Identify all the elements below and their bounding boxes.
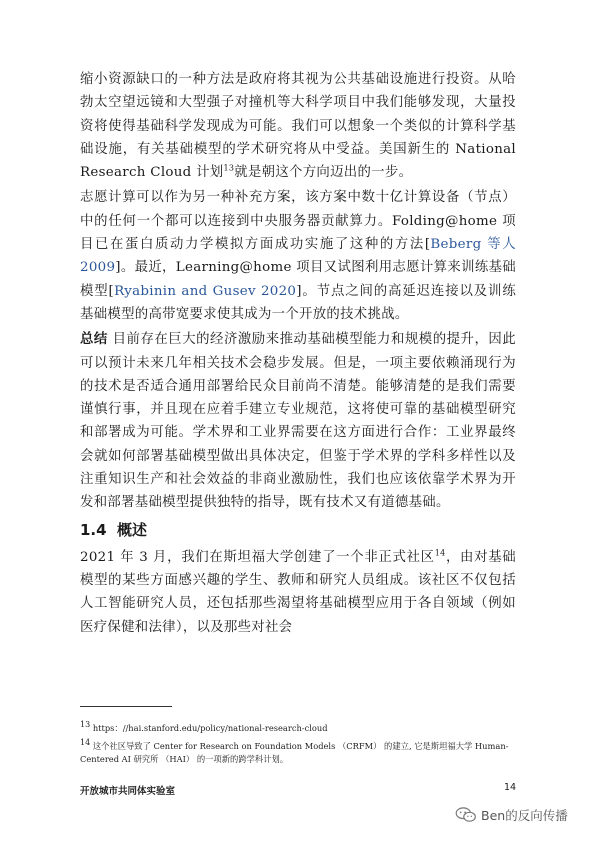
paragraph-text: 志愿计算可以作为另一种补充方案，该方案中数十亿计算设备（节点）中的任何一个都可以连接到中央服务器贡献算力。Folding@home 项目已在蛋白质动力学模拟方面成功实施了这种的方法[ (80, 190, 516, 253)
paragraph-text: 缩小资源缺口的一种方法是政府将其视为公共基础设施进行投资。从哈勃太空望远镜和大型强子对撞机等大科学项目中我们能够发现，大量投资将使得基础科学发现成为可能。我们可以想象一个类似的计算科学基础设施，有关基础模型的学术研究将从中受益。美国新生的 National Research Cloud 计划 (80, 72, 516, 181)
watermark (455, 806, 568, 824)
summary-lead: 总结 (80, 332, 108, 348)
footnote-14 (80, 740, 520, 766)
footnote-number: 13 (80, 720, 91, 730)
paragraph-text: ]。节点之间的高延迟连接以及训练基础模型的高带宽要求使其成为一个开放的技术挑战。 (80, 283, 517, 322)
section-title: 概述 (117, 520, 148, 539)
footnote-text[interactable]: https：//hai.stanford.edu/policy/national-research-cloud (90, 723, 328, 733)
footnote-number: 14 (80, 738, 91, 748)
footnote-ref-13[interactable]: 13 (223, 163, 235, 173)
watermark-text: Ben的反向传播 (481, 808, 568, 823)
paragraph-text: ]。最近，Learning@home 项目又试图利用志愿计算来训练基础模型[ (80, 260, 516, 299)
section-heading (80, 519, 516, 540)
footer-organization: 开放城市共同体实验室 (80, 786, 176, 797)
paragraph-text: ，由对基础模型的某些方面感兴趣的学生、教师和研究人员组成。该社区不仅包括人工智能研究人员，还包括那些渴望将基础模型应用于各自领域（例如医疗保健和法律），以及那些对社会 (80, 549, 516, 635)
paragraph-text: 目前存在巨大的经济激励来推动基础模型能力和规模的提升，因此可以预计未来几年相关技术会稳步发展。但是，一项主要依赖涌现行为的技术是否适合通用部署给民众目前尚不清楚。能够清楚的是我们需要谨慎行事，并且现在应着手建立专业规范，这将使可靠的基础模型研究和部署成为可能。学术界和工业界需要在这方面进行合作：工业界最终会就如何部署基础模型做出具体决定，但鉴于学术界的学科多样性以及注重知识生产和社会效益的非商业激励性，我们也应该依靠学术界为开发和部署基础模型提供独特的指导，既有技术又有道德基础。 (80, 332, 516, 511)
footnote-text: 这个社区导致了 Center for Research on Foundation Models （CRFM） 的建立, 它是斯坦福大学 Human-Centered AI 研究所 （HAI） 的一项新的跨学科计划。 (80, 741, 509, 764)
page-number: 14 (504, 782, 517, 793)
paragraph-funding (80, 68, 516, 184)
paragraph-overview (80, 546, 516, 639)
footnote-ref-14[interactable]: 14 (434, 548, 446, 558)
section-number: 1.4 (80, 520, 107, 539)
citation-link[interactable]: Ryabinin and Gusev 2020 (114, 283, 297, 299)
paragraph-volunteer (80, 186, 516, 326)
citation-link[interactable]: Beberg 等人 2009 (80, 237, 516, 276)
paragraph-text: 2021 年 3 月，我们在斯坦福大学创建了一个非正式社区 (80, 549, 435, 565)
footnote-divider (80, 706, 172, 707)
main-content (80, 68, 516, 641)
paragraph-summary (80, 328, 516, 514)
footnote-13 (80, 722, 520, 735)
paragraph-text: 就是朝这个方向迈出的一步。 (234, 165, 413, 181)
wechat-icon (455, 807, 477, 823)
